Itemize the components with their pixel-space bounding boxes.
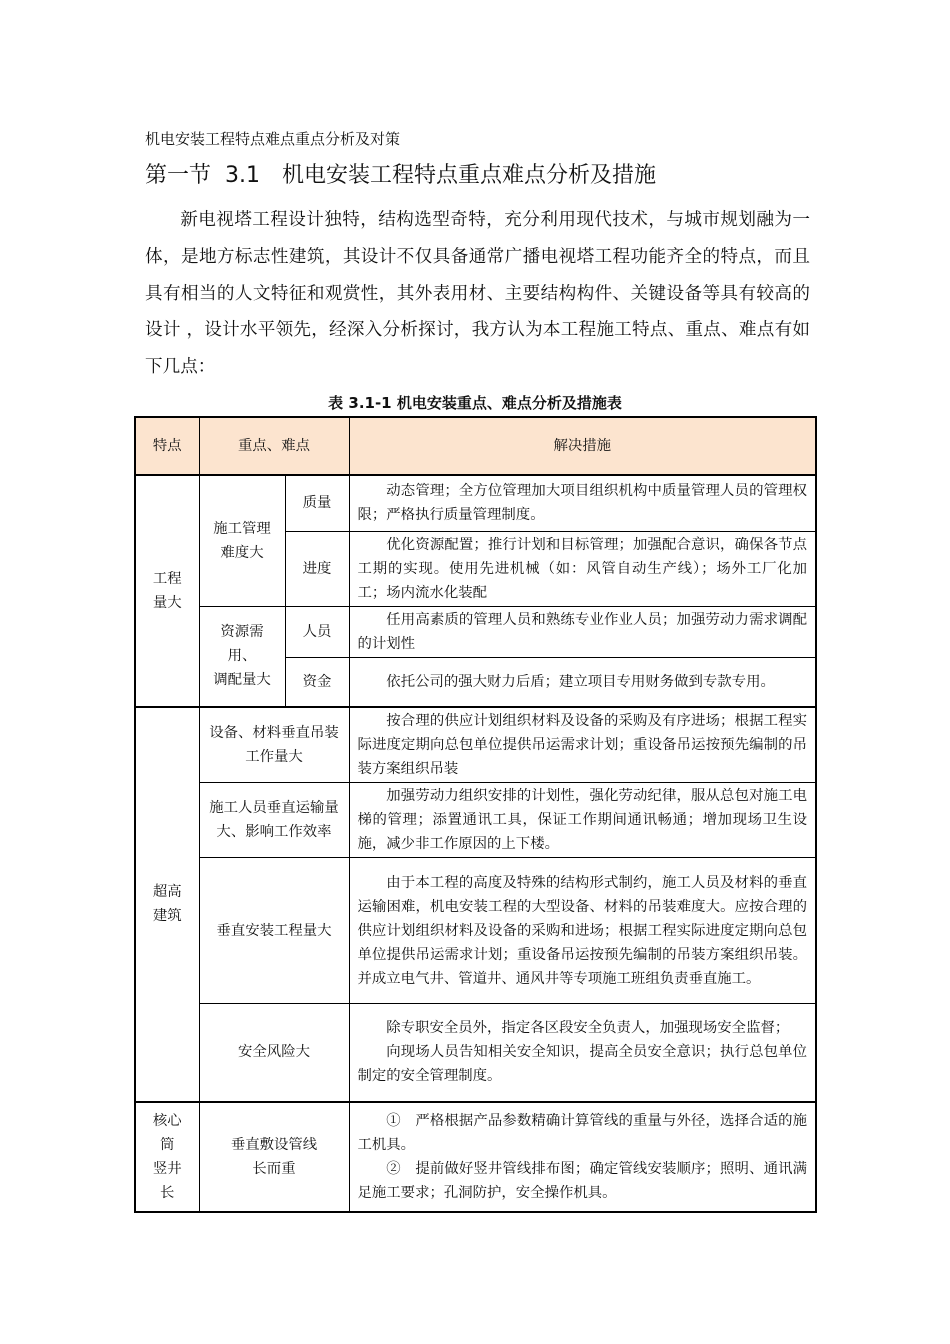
table-row xyxy=(135,1102,816,1212)
table-row xyxy=(135,606,816,657)
table-row xyxy=(135,707,816,783)
key-cell: 垂直敷设管线 长而重 xyxy=(199,1102,349,1212)
document-title: 机电安装工程特点难点重点分析及对策 xyxy=(145,130,401,148)
header-key: 重点、难点 xyxy=(199,417,349,475)
measure-text: 动态管理；全方位管理加大项目组织机构中质量管理人员的管理权限；严格执行质量管理制度。 xyxy=(357,483,807,524)
measure-text: 除专职安全员外，指定各区段安全负责人，加强现场安全监督； xyxy=(386,1020,790,1037)
table-row xyxy=(135,475,816,531)
table-row xyxy=(135,1004,816,1102)
section-prefix: 第一节 xyxy=(145,163,212,188)
key-cell: 安全风险大 xyxy=(199,1004,349,1102)
key-cell: 设备、材料垂直吊装工作量大 xyxy=(199,707,349,783)
item-cell: 质量 xyxy=(285,475,349,531)
item-cell: 人员 xyxy=(285,606,349,657)
table-header-row xyxy=(135,417,816,475)
measure-text: 优化资源配置；推行计划和目标管理；加强配合意识，确保各节点工期的实现。使用先进机械（如：风管自动生产线）；场外工厂化加工；场内流水化装配 xyxy=(357,536,807,601)
measure-text: 加强劳动力组织安排的计划性，强化劳动纪律，服从总包对施工电梯的管理；添置通讯工具，保证工作期间通讯畅通；增加现场卫生设施，减少非工作原因的上下楼。 xyxy=(357,788,807,852)
table-row xyxy=(135,783,816,858)
table-row xyxy=(135,858,816,1004)
table-caption: 表 3.1-1 机电安装重点、难点分析及措施表 xyxy=(328,394,622,412)
item-cell: 资金 xyxy=(285,657,349,707)
key-cell: 垂直安装工程量大 xyxy=(199,858,349,1004)
subcategory-cell: 施工管理 难度大 xyxy=(199,475,285,606)
measure-cell xyxy=(349,1102,816,1212)
measure-cell xyxy=(349,475,816,531)
intro-paragraph: 新电视塔工程设计独特，结构选型奇特，充分利用现代技术，与城市规划融为一体，是地方标志性建筑，其设计不仅具备通常广播电视塔工程功能齐全的特点，而且具有相当的人文特征和观赏性，其外表用材、主要结构构件、关键设备等具有较高的设计 ，设计水平领先，经深入分析探讨，我方认为本工程施工特点、重点、难点有如下几点： xyxy=(145,210,810,378)
section-number: 3.1 xyxy=(225,163,261,188)
measure-text: 任用高素质的管理人员和熟练专业作业人员；加强劳动力需求调配的计划性 xyxy=(357,611,807,652)
measure-cell xyxy=(349,1004,816,1102)
measure-cell xyxy=(349,531,816,606)
section-title: 机电安装工程特点重点难点分析及措施 xyxy=(282,163,657,188)
measure-cell xyxy=(349,606,816,657)
measure-cell xyxy=(349,858,816,1004)
measure-cell xyxy=(349,657,816,707)
section-heading xyxy=(145,158,656,189)
measures-table xyxy=(134,416,817,1213)
measure-text: 由于本工程的高度及特殊的结构形式制约，施工人员及材料的垂直运输困难，机电安装工程的大型设备、材料的吊装难度大。应按合理的供应计划组织材料及设备的采购和进场；根据工程实际进度定期向总包单位提供吊运需求计划；重设备吊运按预先编制的吊装方案组织吊装。并成立电气井、管道井、通风井等专项施工班组负责垂直施工。 xyxy=(357,874,807,987)
item-cell: 进度 xyxy=(285,531,349,606)
header-measure: 解决措施 xyxy=(349,417,816,475)
key-cell: 施工人员垂直运输量大、影响工作效率 xyxy=(199,783,349,858)
measure-text: 按合理的供应计划组织材料及设备的采购及有序进场；根据工程实际进度定期向总包单位提供吊运需求计划；重设备吊运按预先编制的吊装方案组织吊装 xyxy=(357,713,807,777)
header-feature: 特点 xyxy=(135,417,199,475)
subcategory-cell: 资源需 用、 调配量大 xyxy=(199,606,285,707)
feature-cell: 核心 筒 竖井 长 xyxy=(135,1102,199,1212)
feature-cell: 超高 建筑 xyxy=(135,707,199,1102)
feature-cell: 工程 量大 xyxy=(135,475,199,707)
measure-cell xyxy=(349,707,816,783)
measure-text: ① 严格根据产品参数精确计算管线的重量与外径，选择合适的施工机具。 xyxy=(357,1112,807,1153)
measure-text: 依托公司的强大财力后盾；建立项目专用财务做到专款专用。 xyxy=(386,673,775,690)
measure-text: ② 提前做好竖井管线排布图；确定管线安装顺序；照明、通讯满足施工要求；孔洞防护，安全操作机具。 xyxy=(357,1160,807,1201)
measure-cell xyxy=(349,783,816,858)
measure-text: 向现场人员告知相关安全知识，提高全员安全意识；执行总包单位制定的安全管理制度。 xyxy=(357,1044,807,1085)
